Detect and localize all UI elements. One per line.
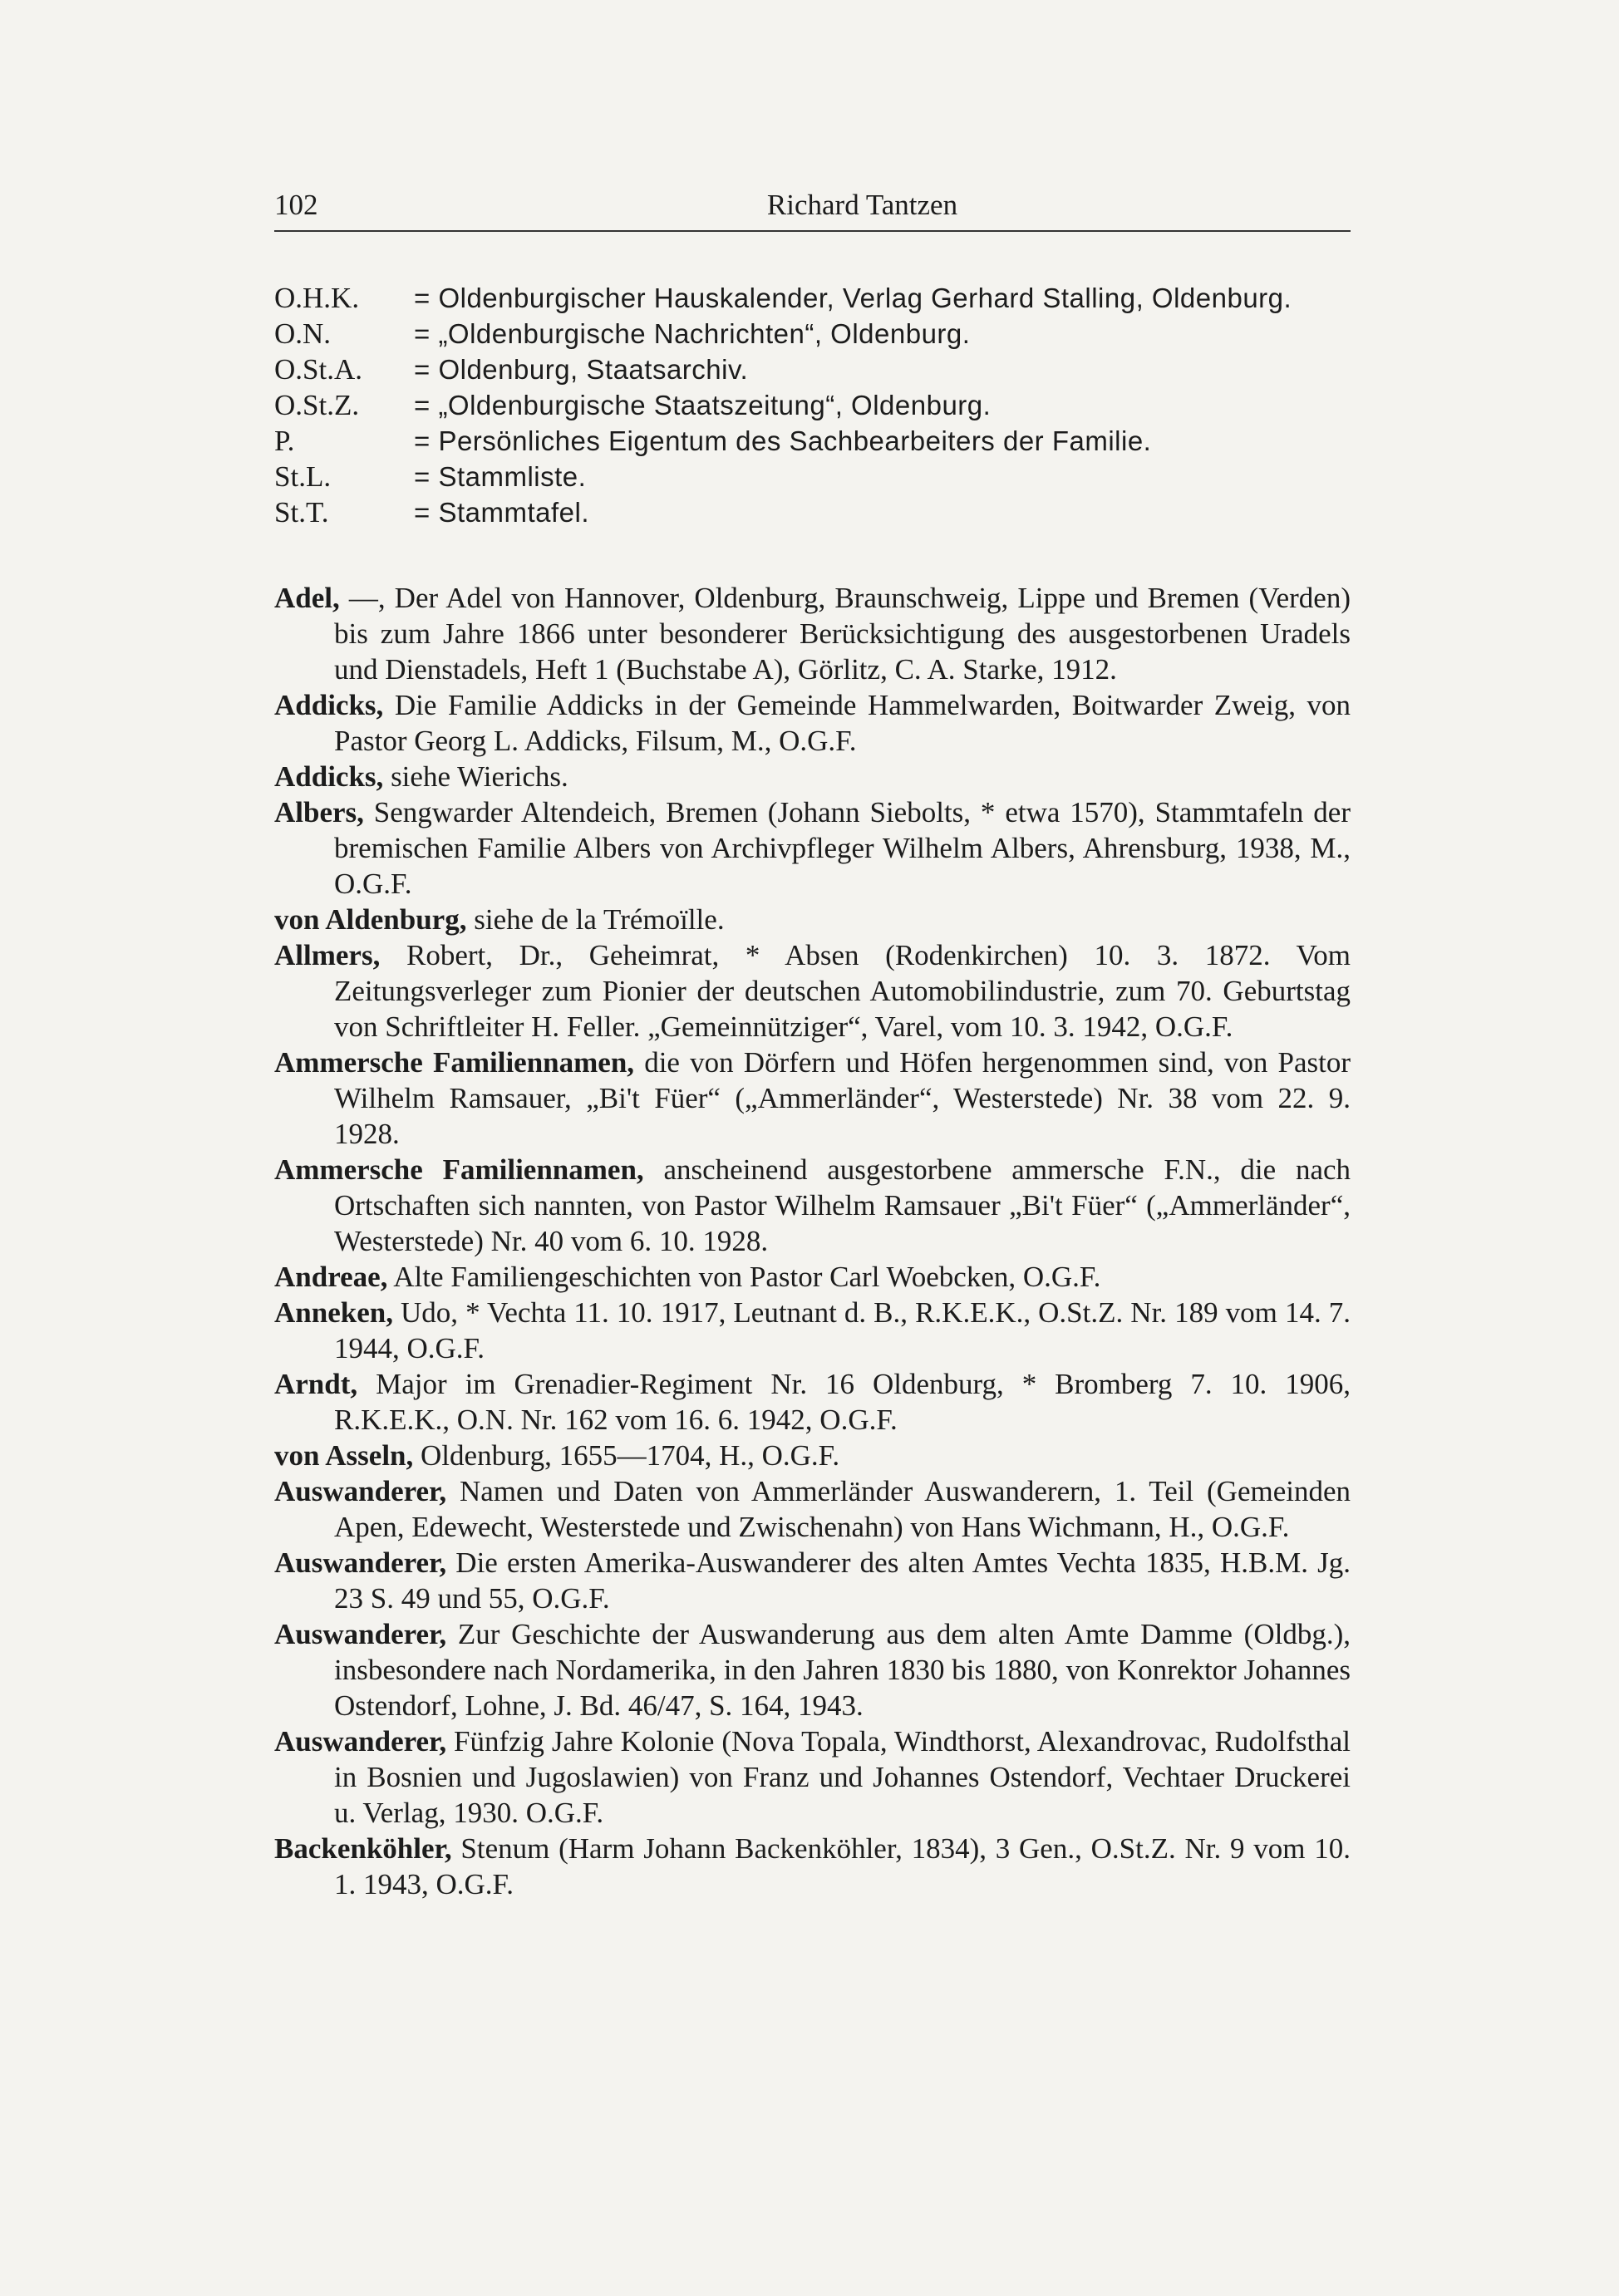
entry-text: siehe Wierichs. — [383, 760, 568, 793]
abbreviation-value: = „Oldenburgische Nachrichten“, Oldenburg. — [414, 318, 971, 349]
abbreviation-row — [274, 423, 1351, 459]
entry-text: Robert, Dr., Geheimrat, * Absen (Rodenkirchen) 10. 3. 1872. Vom Zeitungsverleger zum Pionier der deutschen Automobilindustrie, zum 70. Geburtstag von Schriftleiter H. Feller. „Gemeinnütziger“, Varel, vom 10. 3. 1942, O.G.F. — [334, 939, 1351, 1043]
bibliography-entry — [274, 1259, 1351, 1295]
bibliography-entry — [274, 1616, 1351, 1723]
entry-text: —, Der Adel von Hannover, Oldenburg, Braunschweig, Lippe und Bremen (Verden) bis zum Jahre 1866 unter besonderer Berücksichtigung des ausgestorbenen Uradels und Dienstadels, Heft 1 (Buchstabe A), Görlitz, C. A. Starke, 1912. — [334, 582, 1351, 686]
entry-term: Andreae, — [274, 1261, 388, 1293]
abbreviation-list — [274, 280, 1351, 530]
abbreviation-key: O.St.Z. — [274, 389, 360, 421]
abbreviation-value: = Stammtafel. — [414, 497, 589, 528]
abbreviation-row — [274, 494, 1351, 530]
entry-text: Udo, * Vechta 11. 10. 1917, Leutnant d. B., R.K.E.K., O.St.Z. Nr. 189 vom 14. 7. 1944, O.G.F. — [334, 1296, 1351, 1364]
entry-term: Allmers, — [274, 939, 381, 971]
entry-text: Die Familie Addicks in der Gemeinde Hammelwarden, Boitwarder Zweig, von Pastor Georg L. Addicks, Filsum, M., O.G.F. — [334, 689, 1351, 757]
bibliography-entry — [274, 759, 1351, 794]
abbreviation-row — [274, 459, 1351, 494]
entry-term: Ammersche Familiennamen, — [274, 1153, 644, 1186]
abbreviation-key: O.N. — [274, 317, 332, 350]
entry-term: Auswanderer, — [274, 1618, 447, 1650]
entry-text: Major im Grenadier-Regiment Nr. 16 Oldenburg, * Bromberg 7. 10. 1906, R.K.E.K., O.N. Nr. 162 vom 16. 6. 1942, O.G.F. — [334, 1368, 1351, 1436]
entry-text: die von Dörfern und Höfen hergenommen sind, von Pastor Wilhelm Ramsauer, „Bi't Füer“ („Ammerländer“, Westerstede) Nr. 38 vom 22. 9. 1928. — [334, 1046, 1351, 1150]
entry-text: Fünfzig Jahre Kolonie (Nova Topala, Windthorst, Alexandrovac, Rudolfsthal in Bosnien und Jugoslawien) von Franz und Johannes Ostendorf, Vechtaer Druckerei u. Verlag, 1930. O.G.F. — [334, 1725, 1351, 1829]
bibliography-entry — [274, 1152, 1351, 1259]
entry-term: Backenköhler, — [274, 1832, 452, 1865]
abbreviation-key: O.St.A. — [274, 353, 362, 386]
entry-text: Zur Geschichte der Auswanderung aus dem alten Amte Damme (Oldbg.), insbesondere nach Nordamerika, in den Jahren 1830 bis 1880, von Konrektor Johannes Ostendorf, Lohne, J. Bd. 46/47, S. 164, 1943. — [334, 1618, 1351, 1722]
abbreviation-key: St.T. — [274, 496, 329, 529]
entry-term: Albers, — [274, 796, 364, 828]
bibliography-entry — [274, 1831, 1351, 1902]
entry-term: Addicks, — [274, 760, 384, 793]
entry-term: Addicks, — [274, 689, 384, 721]
entry-term: Arndt, — [274, 1368, 358, 1400]
bibliography-entry — [274, 1045, 1351, 1152]
page-number: 102 — [274, 189, 318, 221]
abbreviation-value: = Oldenburgischer Hauskalender, Verlag Gerhard Stalling, Oldenburg. — [414, 283, 1292, 313]
entry-term: Adel, — [274, 582, 340, 614]
abbreviation-row — [274, 316, 1351, 352]
entry-text: anscheinend ausgestorbene ammersche F.N., die nach Ortschaften sich nannten, von Pastor Wilhelm Ramsauer „Bi't Füer“ („Ammerländer“, Westerstede) Nr. 40 vom 6. 10. 1928. — [334, 1153, 1351, 1257]
entry-term: Auswanderer, — [274, 1475, 447, 1507]
entry-term: Anneken, — [274, 1296, 393, 1329]
bibliography-entry — [274, 1723, 1351, 1831]
entry-text: Oldenburg, 1655—1704, H., O.G.F. — [413, 1439, 840, 1472]
bibliography-entry — [274, 1545, 1351, 1616]
abbreviation-row — [274, 352, 1351, 387]
entry-text: Namen und Daten von Ammerländer Auswanderern, 1. Teil (Gemeinden Apen, Edewecht, Westerstede und Zwischenahn) von Hans Wichmann, H., O.G.F. — [334, 1475, 1351, 1543]
entry-term: von Asseln, — [274, 1439, 414, 1472]
bibliography-entry — [274, 1473, 1351, 1545]
abbreviation-key: O.H.K. — [274, 282, 360, 314]
bibliography-entry — [274, 580, 1351, 687]
bibliography-entry — [274, 902, 1351, 937]
abbreviation-value: = Oldenburg, Staatsarchiv. — [414, 354, 749, 385]
entry-text: Alte Familiengeschichten von Pastor Carl Woebcken, O.G.F. — [387, 1261, 1101, 1293]
entry-term: Auswanderer, — [274, 1546, 447, 1579]
abbreviation-value: = „Oldenburgische Staatszeitung“, Oldenburg. — [414, 390, 992, 420]
bibliography-entry — [274, 794, 1351, 902]
abbreviation-key: St.L. — [274, 460, 332, 493]
bibliography-entry — [274, 1438, 1351, 1473]
abbreviation-value: = Persönliches Eigentum des Sachbearbeiters der Familie. — [414, 425, 1152, 456]
entry-text: Stenum (Harm Johann Backenköhler, 1834), 3 Gen., O.St.Z. Nr. 9 vom 10. 1. 1943, O.G.F. — [334, 1832, 1351, 1900]
entry-text: siehe de la Trémoïlle. — [466, 903, 725, 936]
entry-term: Auswanderer, — [274, 1725, 447, 1758]
bibliography-entry — [274, 1295, 1351, 1366]
entry-term: von Aldenburg, — [274, 903, 467, 936]
bibliography-entry — [274, 1366, 1351, 1438]
entry-text: Die ersten Amerika-Auswanderer des alten Amtes Vechta 1835, H.B.M. Jg. 23 S. 49 und 55, O.G.F. — [334, 1546, 1351, 1615]
abbreviation-value: = Stammliste. — [414, 461, 587, 492]
abbreviation-row — [274, 387, 1351, 423]
abbreviation-row — [274, 280, 1351, 316]
running-head — [274, 187, 1351, 232]
bibliography-entry — [274, 937, 1351, 1045]
bibliography-entries — [274, 580, 1351, 1902]
entry-text: Sengwarder Altendeich, Bremen (Johann Siebolts, * etwa 1570), Stammtafeln der bremischen Familie Albers von Archivpfleger Wilhelm Albers, Ahrensburg, 1938, M., O.G.F. — [334, 796, 1351, 900]
bibliography-entry — [274, 687, 1351, 759]
abbreviation-key: P. — [274, 425, 295, 457]
running-head-author: Richard Tantzen — [766, 189, 958, 221]
entry-term: Ammersche Familiennamen, — [274, 1046, 635, 1079]
document-page — [274, 187, 1351, 1902]
